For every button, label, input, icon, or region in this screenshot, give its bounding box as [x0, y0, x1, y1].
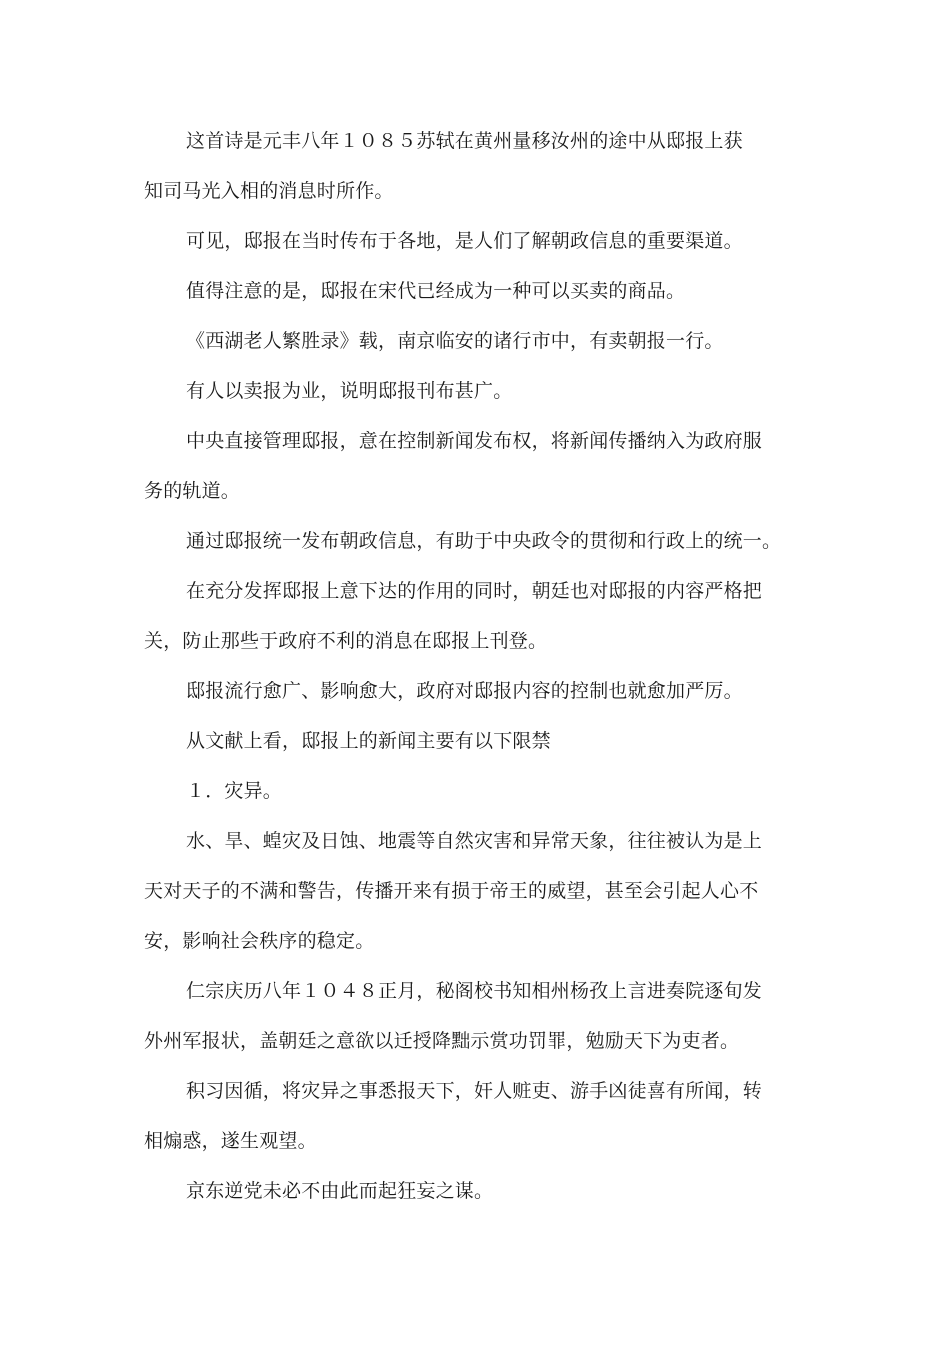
text-line: 仁宗庆历八年１０４８正月，秘阁校书知相州杨孜上言进奏院逐旬发 [186, 980, 763, 1002]
text-line: 《西湖老人繁胜录》载，南京临安的诸行市中，有卖朝报一行。 [186, 330, 724, 352]
text-line: 知司马光入相的消息时所作。 [144, 180, 394, 202]
text-line: 有人以卖报为业，说明邸报刊布甚广。 [186, 380, 513, 402]
text-line: 务的轨道。 [144, 480, 241, 502]
text-line: 邸报流行愈广、影响愈大，政府对邸报内容的控制也就愈加严厉。 [186, 680, 743, 702]
text-line: 可见，邸报在当时传布于各地，是人们了解朝政信息的重要渠道。 [186, 230, 743, 252]
text-line: 中央直接管理邸报，意在控制新闻发布权，将新闻传播纳入为政府服 [186, 430, 763, 452]
text-line: １．灾异。 [186, 780, 283, 802]
text-line: 安，影响社会秩序的稳定。 [144, 930, 375, 952]
text-line: 在充分发挥邸报上意下达的作用的同时，朝廷也对邸报的内容严格把 [186, 580, 763, 602]
text-line: 值得注意的是，邸报在宋代已经成为一种可以买卖的商品。 [186, 280, 686, 302]
text-line: 关，防止那些于政府不利的消息在邸报上刊登。 [144, 630, 548, 652]
text-line: 天对天子的不满和警告，传播开来有损于帝王的威望，甚至会引起人心不 [144, 880, 759, 902]
text-line: 水、旱、蝗灾及日蚀、地震等自然灾害和异常天象，往往被认为是上 [186, 830, 763, 852]
text-line: 相煽惑，遂生观望。 [144, 1130, 317, 1152]
text-line: 外州军报状，盖朝廷之意欲以迁授降黜示赏功罚罪，勉励天下为吏者。 [144, 1030, 740, 1052]
text-line: 通过邸报统一发布朝政信息，有助于中央政令的贯彻和行政上的统一。 [186, 530, 782, 552]
text-line: 从文献上看，邸报上的新闻主要有以下限禁 [186, 730, 551, 752]
text-line: 京东逆党未必不由此而起狂妄之谋。 [186, 1180, 494, 1202]
text-line: 这首诗是元丰八年１０８５苏轼在黄州量移汝州的途中从邸报上获 [186, 130, 743, 152]
text-line: 积习因循，将灾异之事悉报天下，奸人赃吏、游手凶徒喜有所闻，转 [186, 1080, 763, 1102]
